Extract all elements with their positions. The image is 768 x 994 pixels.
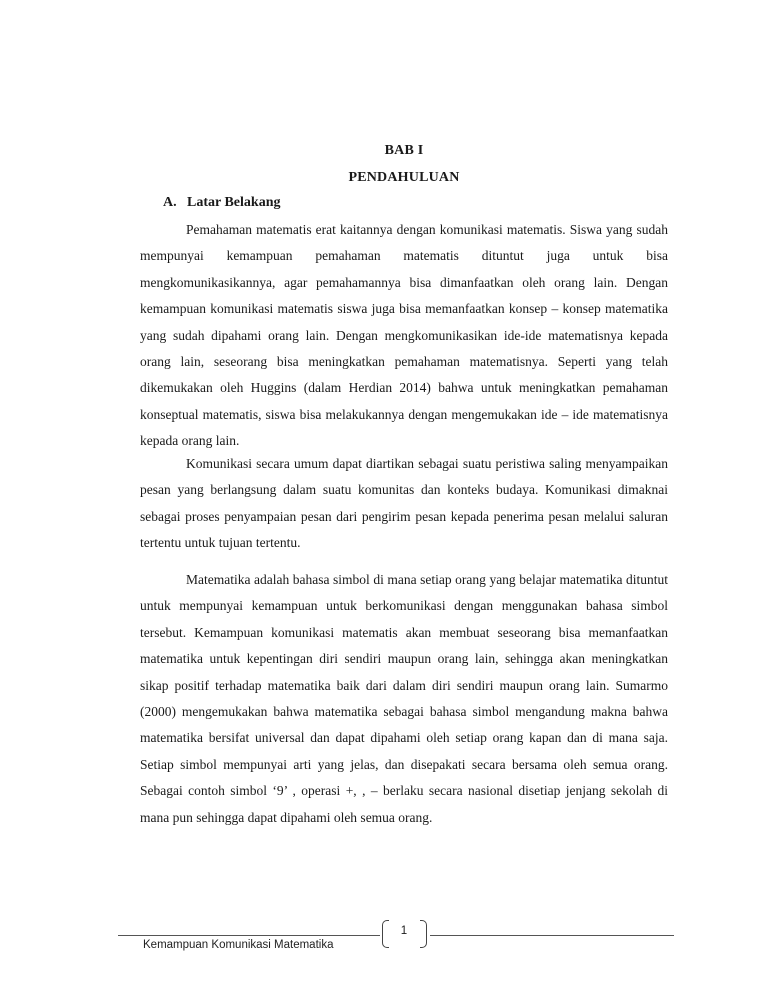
paragraph-3: Matematika adalah bahasa simbol di mana setiap orang yang belajar matematika dituntut untuk mempunyai kemampuan untuk berkomunikasi dengan menggunakan bahasa simbol tersebut. Kemampuan komunikasi matematis akan membuat seseorang bisa memanfaatkan matematika untuk kepentingan diri sendiri maupun orang lain, sehingga akan meningkatkan sikap positif terhadap matematika baik dari dalam diri sendiri maupun orang lain. Sumarmo (2000) mengemukakan bahwa matematika sebagai bahasa simbol mengandung makna bahwa matematika bersifat universal dan dapat dipahami oleh setiap orang kapan dan di mana saja. Setiap simbol mempunyai arti yang jelas, dan disepakati secara bersama oleh semua orang. Sebagai contoh simbol ‘9’ , operasi +, , – berlaku secara nasional disetiap jenjang sekolah di mana pun sehingga dapat dipahami oleh semua orang. [140,572,668,825]
chapter-title: PENDAHULUAN [348,170,460,185]
footer-brace-right-icon [420,920,427,948]
footer-divider-left [118,935,380,936]
footer-title: Kemampuan Komunikasi Matematika [143,939,334,951]
section-title: Latar Belakang [187,195,281,210]
footer-divider-right [430,935,674,936]
section-heading [163,195,280,211]
page-number: 1 [400,925,408,937]
paragraph-1: Pemahaman matematis erat kaitannya dengan komunikasi matematis. Siswa yang sudah mempunyai kemampuan pemahaman matematis dituntut juga untuk bisa mengkomunikasikannya, agar pemahamannya bisa dimanfaatkan oleh orang lain. Dengan kemampuan komunikasi matematis siswa juga bisa memanfaatkan konsep – konsep matematika yang sudah dipahami orang lain. Dengan mengkomunikasikan ide-ide matematisnya kepada orang lain, seseorang bisa meningkatkan pemahaman matematisnya. Seperti yang telah dikemukakan oleh Huggins (dalam Herdian 2014) bahwa untuk meningkatkan pemahaman konseptual matematis, siswa bisa melakukannya dengan mengemukakan ide – ide matematisnya kepada orang lain. [140,222,668,449]
chapter-label: BAB I [384,143,424,158]
section-number: A. [163,195,177,210]
paragraph-2: Komunikasi secara umum dapat diartikan sebagai suatu peristiwa saling menyampaikan pesan yang berlangsung dalam suatu komunitas dan konteks budaya. Komunikasi dimaknai sebagai proses penyampaian pesan dari pengirim pesan kepada penerima pesan melalui saluran tertentu untuk tujuan tertentu. [140,456,668,551]
